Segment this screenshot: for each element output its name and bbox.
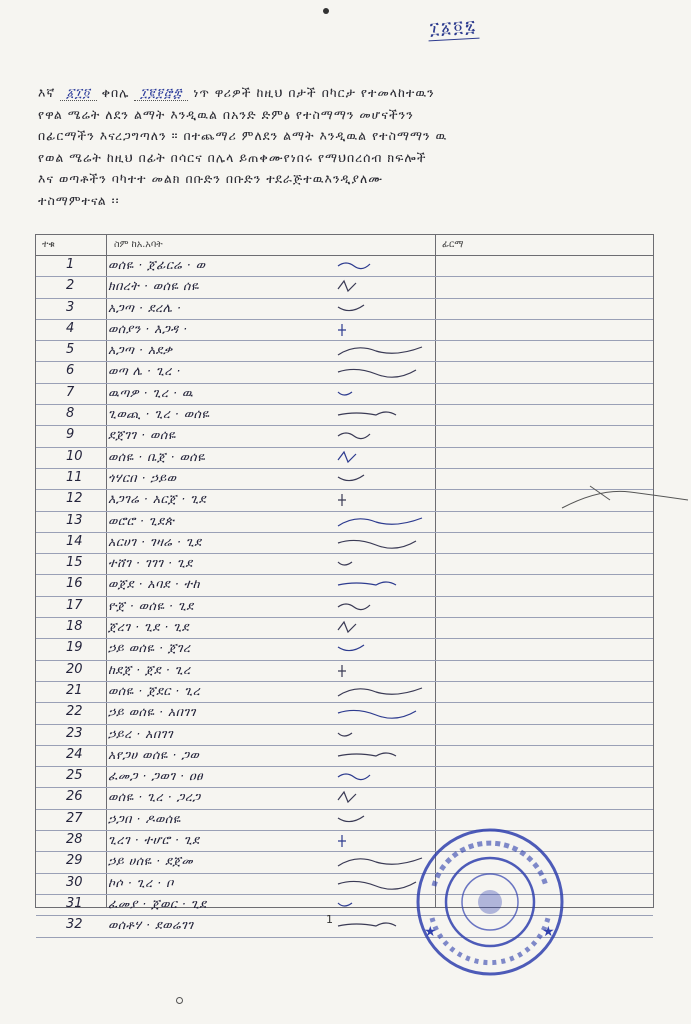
row-name: ክበረት · ወሰዬ ሰዬ [108,278,199,294]
table-row [36,788,653,809]
signature-mark [336,727,436,741]
table-header [36,235,653,256]
table-row [36,320,653,341]
row-number: 20 [66,661,83,677]
signature-mark [336,428,436,442]
row-number: 2 [66,278,75,294]
row-number: 5 [66,342,75,358]
table-row [36,405,653,426]
signature-mark [336,386,436,400]
row-number: 19 [66,640,83,656]
signature-mark [336,258,436,272]
row-name: ወሰዬ · ቤጀ · ወሰዬ [108,448,206,464]
row-name: ወጣ ሌ · ጊረ · [108,363,181,379]
signature-table [35,234,654,933]
header-no: ተቁ [42,239,55,250]
row-number: 27 [66,810,83,826]
page-number: 1 [326,913,333,926]
signature-mark [336,471,436,485]
row-name: ዉጣዎ · ጊረ · ዉ [108,384,194,400]
table-row [36,575,653,596]
signature-mark [336,790,436,804]
svg-text:★: ★ [424,924,437,940]
intro-text: ነጥ ዋሪዎች ከዚህ በታች በካርታ የተመላከተዉን [193,85,435,100]
row-name: ኃይ ወሰዬ · ጀገረ [108,640,191,656]
row-name: ወሰቶሃ · ደወሬገገ [108,917,194,933]
row-name: አርሀገ · ገዛሬ · ጊደ [108,533,202,549]
row-name: ኃይ ሀሰዬ · ደጀመ [108,853,194,869]
header-name: ስም ከአ.አባት [114,239,163,250]
ink-mark [323,8,329,14]
row-number: 26 [66,789,83,805]
handwritten-date: ፲፩፬፯ [427,17,479,42]
row-number: 32 [66,917,83,933]
table-row [36,277,653,298]
signature-mark [336,748,436,762]
row-name: ኃይረ · አበገገ [108,725,174,741]
row-name: ወሰዬ · ጊረ · ጋረጋ [108,789,201,805]
signature-mark [336,620,436,634]
signature-mark [336,279,436,293]
intro-word: እኛ [38,85,56,100]
row-number: 3 [66,299,75,315]
row-number: 6 [66,363,75,379]
signature-mark [336,599,436,613]
table-row [36,725,653,746]
row-name: አጋጣ · አደቃ [108,342,173,358]
table-row [36,448,653,469]
table-row [36,661,653,682]
row-name: ፈመያ · ጀወር · ጊደ [108,895,207,911]
row-name: ወሰዬ · ጀደር · ጊረ [108,682,201,698]
row-number: 18 [66,619,83,635]
row-name: ኃይ ወሰዬ · አበገገ [108,704,196,720]
signature-mark [336,556,436,570]
row-name: አጋጣ · ደረሌ · [108,299,182,315]
table-row [36,682,653,703]
signature-mark [336,322,436,336]
table-row [36,362,653,383]
signature-mark [336,514,436,528]
row-number: 23 [66,725,83,741]
table-row [36,703,653,724]
row-name: ፈመጋ · ጋወገ · ዐፀ [108,768,203,784]
row-name: ወሮሮ · ጊደጵ [108,512,175,528]
row-number: 10 [66,448,83,464]
table-row [36,554,653,575]
row-number: 28 [66,832,83,848]
table-row [36,639,653,660]
row-number: 4 [66,320,75,336]
row-number: 22 [66,704,83,720]
row-number: 8 [66,406,75,422]
row-number: 16 [66,576,83,592]
row-number: 29 [66,853,83,869]
table-row [36,618,653,639]
table-row [36,746,653,767]
intro-line: የዋል ሜሬት ለደን ልማት እንዲዉል በአንድ ድምፅ የተስማማን መሆናችንን [38,106,414,122]
row-number: 30 [66,874,83,890]
intro-line: የወል ሜሬት ከዚህ በፊት በሳርና በሌላ ይጠቀሙየነበሩ የማህበረሰብ ክፍሎች [38,149,427,165]
row-number: 25 [66,768,83,784]
declaration-paragraph [38,82,638,211]
table-row [36,597,653,618]
row-name: እጋገሬ · አርጀ · ጊደ [108,491,207,507]
table-row [36,299,653,320]
signature-mark [336,769,436,783]
table-row [36,341,653,362]
row-number: 7 [66,384,75,400]
table-row [36,426,653,447]
row-number: 15 [66,555,83,571]
signature-mark [336,450,436,464]
table-row [36,767,653,788]
stray-pen-stroke [560,478,690,518]
row-number: 24 [66,746,83,762]
row-name: ወጀደ · አባደ · ተከ [108,576,200,592]
signature-mark [336,812,436,826]
official-stamp [414,826,566,978]
row-name: ዮጀ · ወሰዬ · ጊደ [108,597,194,613]
row-number: 9 [66,427,75,443]
table-row [36,533,653,554]
row-name: ጊወጪ · ጊረ · ወሰዬ [108,406,210,422]
row-name: ከደጀ · ጀደ · ጊረ [108,661,191,677]
row-name: ኮሶ · ጊረ · ቦ [108,874,174,890]
intro-line: በፊርማችን እናረጋግጣለን ። በተጨማሪ ምለደን ልማት እንዲዉል የተስማማን ዉ [38,128,448,143]
signature-mark [336,663,436,677]
row-name: ጎሃርበ · ኃይወ [108,469,177,485]
signature-mark [336,364,436,378]
signature-mark [336,301,436,315]
row-number: 11 [66,469,83,485]
blank-filled: ፩፲፬ [60,85,96,101]
intro-line: እና ወጣቶችን ባካተተ መልክ በቡድን በቡድን ተደራጅተዉእንዲያለሙ [38,171,384,186]
row-number: 17 [66,597,83,613]
intro-line: ተስማምተናል ፡፡ [38,192,120,208]
signature-mark [336,705,436,719]
signature-mark [336,641,436,655]
signature-mark [336,492,436,506]
row-number: 31 [66,895,83,911]
row-number: 12 [66,491,83,507]
svg-text:★: ★ [542,924,555,940]
row-number: 21 [66,682,83,698]
row-name: ወሰያን · እጋዳ · [108,320,188,336]
signature-mark [336,535,436,549]
intro-word: ቀበሌ [101,85,130,100]
row-name: ደጀገገ · ወሰዬ [108,427,176,443]
row-number: 1 [66,257,75,272]
table-row [36,384,653,405]
signature-mark [336,577,436,591]
table-row [36,256,653,277]
row-name: ጀረገ · ጊደ · ጊደ [108,619,190,635]
row-name: ተሸገ · ገገገ · ጊደ [108,555,193,571]
row-number: 14 [66,533,83,549]
signature-mark [336,684,436,698]
row-number: 13 [66,512,83,528]
blank-filled: ፲፪፻፸፰ [134,85,188,101]
paper-mark [176,997,183,1004]
signature-mark [336,407,436,421]
intro-line [38,82,638,104]
signature-mark [336,343,436,357]
row-name: ጊረገ · ተሆሮ · ጊደ [108,832,200,848]
row-name: አየጋሀ ወሰዬ · ጋወ [108,746,200,762]
row-name: ወሰዬ · ጀፊርሬ · ወ [108,257,206,272]
row-name: ኃጋበ · ዶወሰዬ [108,810,181,826]
header-signature: ፊርማ [442,239,464,250]
